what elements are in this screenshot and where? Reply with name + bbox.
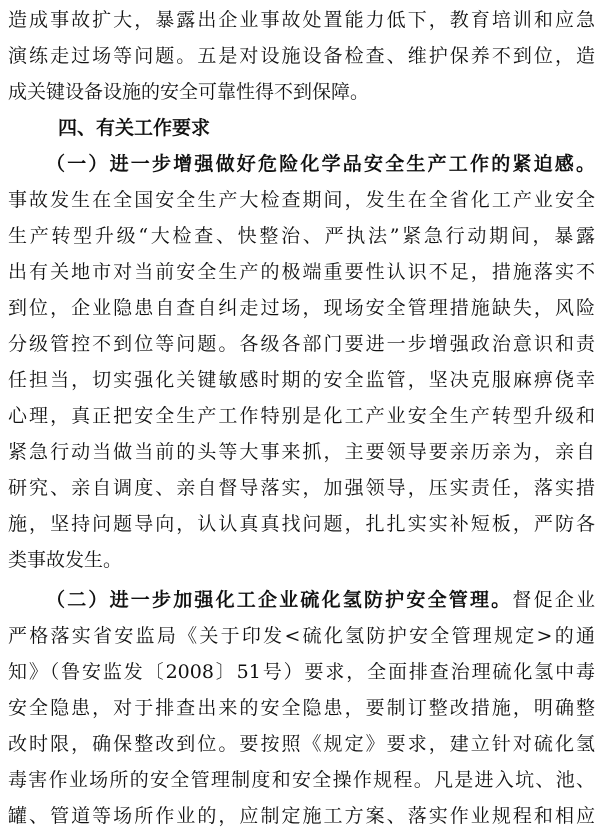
body-text-line: 严格落实省安监局《关于印发<硫化氢防护安全管理规定>的通 <box>8 625 595 647</box>
section-heading: 四、有关工作要求 <box>58 117 211 139</box>
body-text-line: 施，坚持问题导向，认认真真找问题，扎扎实实补短板，严防各 <box>8 513 595 535</box>
subsection-heading: （一）进一步增强做好危险化学品安全生产工作的紧迫感。 <box>46 153 595 175</box>
body-text-line: 安全隐患，对于排查出来的安全隐患，要制订整改措施，明确整 <box>8 697 595 719</box>
body-text-run: 督促企业 <box>512 589 595 611</box>
body-text-line: 知》（鲁安监发〔2008〕51号）要求，全面排查治理硫化氢中毒 <box>8 661 595 683</box>
body-text-line: 紧急行动当做当前的头等大事来抓，主要领导要亲历亲为，亲自 <box>8 441 595 463</box>
body-text-line: 研究、亲自调度、亲自督导落实，加强领导，压实责任，落实措 <box>8 477 595 499</box>
body-text-line: 生产转型升级“大检查、快整治、严执法”紧急行动期间，暴露 <box>8 225 595 247</box>
body-text-line: 成关键设备设施的安全可靠性得不到保障。 <box>8 81 370 103</box>
body-text-line: 事故发生在全国安全生产大检查期间，发生在全省化工产业安全 <box>8 189 595 211</box>
subsection-line <box>46 582 595 618</box>
body-text-line: 演练走过场等问题。五是对设施设备检查、维护保养不到位，造 <box>8 45 595 67</box>
body-text-line: 心理，真正把安全生产工作特别是化工产业安全生产转型升级和 <box>8 405 595 427</box>
body-text-line: 到位，企业隐患自查自纠走过场，现场安全管理措施缺失，风险 <box>8 297 595 319</box>
body-text-line: 造成事故扩大，暴露出企业事故处置能力低下，教育培训和应急 <box>8 9 595 31</box>
subsection-heading: （二）进一步加强化工企业硫化氢防护安全管理。 <box>46 589 513 611</box>
body-text-line: 任担当，切实强化关键敏感时期的安全监管，坚决克服麻痹侥幸 <box>8 369 595 391</box>
body-text-line: 毒害作业场所的安全管理制度和安全操作规程。凡是进入坑、池、 <box>8 769 595 791</box>
body-text-line: 出有关地市对当前安全生产的极端重要性认识不足，措施落实不 <box>8 261 595 283</box>
body-text-line: 罐、管道等场所作业的，应制定施工方案、落实作业规程和相应 <box>8 805 595 827</box>
body-text-line: 改时限，确保整改到位。要按照《规定》要求，建立针对硫化氢 <box>8 733 595 755</box>
body-text-line: 分级管控不到位等问题。各级各部门要进一步增强政治意识和责 <box>8 333 595 355</box>
body-text-line: 类事故发生。 <box>8 549 123 571</box>
